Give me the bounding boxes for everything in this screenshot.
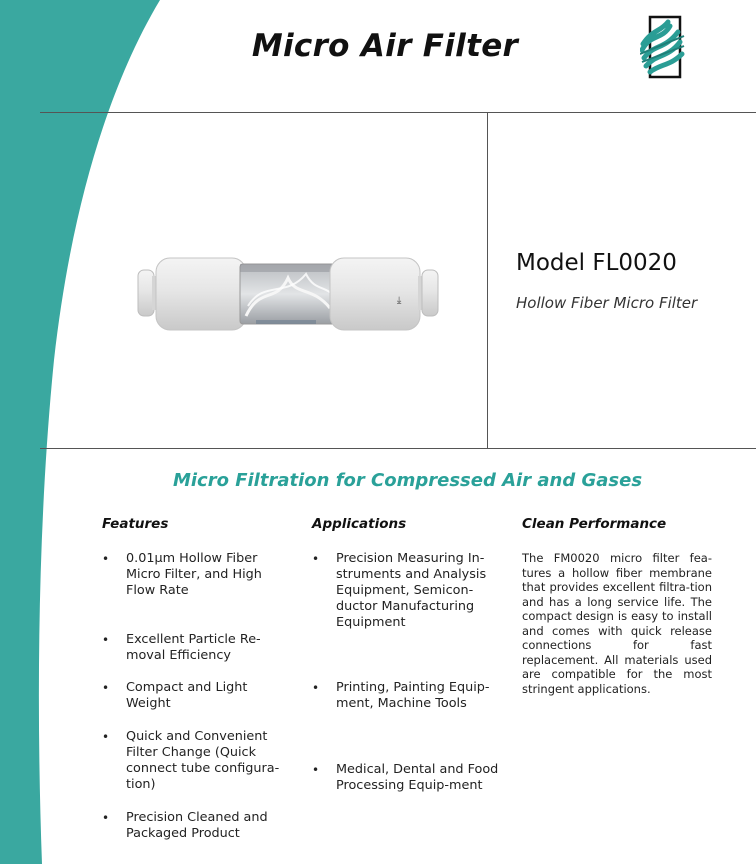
bullet-icon: • bbox=[312, 681, 320, 695]
svg-text:⇥: ⇥ bbox=[393, 296, 404, 305]
features-heading: Features bbox=[102, 516, 169, 532]
list-item: • Compact and Light Weight bbox=[102, 680, 248, 711]
bullet-icon: • bbox=[312, 552, 320, 566]
features-column bbox=[102, 516, 292, 841]
list-item: • Quick and Convenient Filter Change (Quick connect tube configura-tion) bbox=[102, 729, 280, 792]
bullet-icon: • bbox=[102, 811, 110, 825]
page-title: Micro Air Filter bbox=[251, 28, 519, 64]
bullet-icon: • bbox=[102, 730, 110, 744]
list-item: • Medical, Dental and Food Processing Equip-ment bbox=[312, 762, 499, 793]
bullet-icon: • bbox=[102, 681, 110, 695]
performance-description: The FM0020 micro filter fea-tures a hollow fiber membrane that provides excellent filtra-tion and has a long service life. The compact design is easy to install and comes with quick release connections for fast replacement. All materials used are compatible for the most stringent applications. bbox=[522, 551, 712, 696]
model-name: Model FL0020 bbox=[516, 250, 677, 276]
header-divider bbox=[40, 112, 756, 113]
performance-column bbox=[522, 516, 712, 696]
bullet-icon: • bbox=[102, 633, 110, 647]
section-heading: Micro Filtration for Compressed Air and Gases bbox=[172, 470, 643, 491]
product-image-filter bbox=[136, 246, 440, 344]
bullet-icon: • bbox=[312, 763, 320, 777]
body-divider bbox=[40, 448, 756, 449]
applications-column bbox=[312, 516, 502, 793]
applications-heading: Applications bbox=[312, 516, 407, 532]
list-item: • Printing, Painting Equip-ment, Machine Tools bbox=[312, 680, 490, 711]
vertical-divider bbox=[487, 112, 488, 448]
bullet-icon: • bbox=[102, 552, 110, 566]
company-logo bbox=[640, 14, 686, 80]
performance-heading: Clean Performance bbox=[522, 516, 667, 532]
list-item: • Precision Cleaned and Packaged Product bbox=[102, 810, 268, 841]
list-item: • Excellent Particle Re-moval Efficiency bbox=[102, 632, 261, 663]
list-item: • 0.01μm Hollow Fiber Micro Filter, and High Flow Rate bbox=[102, 551, 262, 598]
list-item: • Precision Measuring In-struments and Analysis Equipment, Semicon-ductor Manufacturing Equipment bbox=[312, 551, 487, 630]
model-subtitle: Hollow Fiber Micro Filter bbox=[516, 294, 698, 312]
